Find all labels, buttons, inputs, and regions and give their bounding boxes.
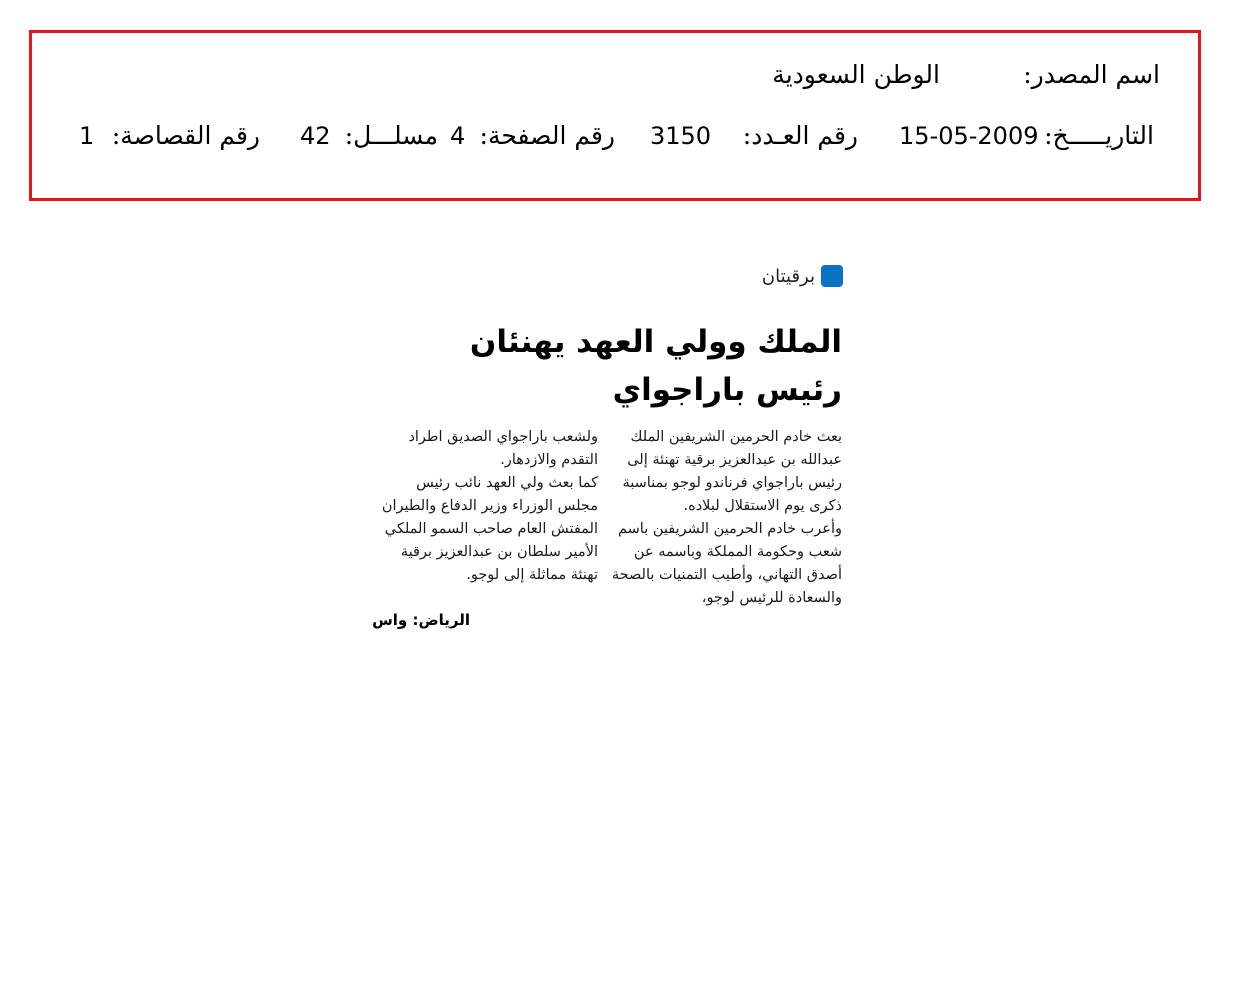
- clip-label: رقم القصاصة:: [111, 121, 260, 150]
- issue-label: رقم العـدد:: [742, 121, 858, 150]
- section-tag: [740, 262, 843, 290]
- article-paragraph: بعث خادم الحرمين الشريفين الملك عبدالله بن عبدالعزيز برقية تهنئة إلى رئيس باراجواي فرناندو لوجو بمناسبة ذكرى يوم الاستقلال لبلاده.: [622, 429, 842, 514]
- section-marker-icon: [821, 265, 843, 287]
- article-byline: الرياض: واس: [372, 611, 470, 629]
- serial-value: 42: [300, 122, 331, 150]
- article-column-left: [380, 426, 598, 587]
- article-headline: الملك وولي العهد يهنئان رئيس باراجواي: [469, 324, 842, 408]
- source-label: اسم المصدر:: [1023, 60, 1160, 89]
- clip-value: 1: [79, 122, 95, 150]
- article-paragraph: كما بعث ولي العهد نائب رئيس مجلس الوزراء وزير الدفاع والطيران المفتش العام صاحب السمو الملكي الأمير سلطان بن عبدالعزيز برقية تهنئة مماثلة إلى لوجو.: [381, 475, 598, 583]
- page-value: 4: [450, 122, 466, 150]
- clipping-metadata-box: [29, 30, 1201, 201]
- section-label: برقيتان: [761, 265, 815, 287]
- article-paragraph: ولشعب باراجواي الصديق اطراد التقدم والازدهار.: [408, 429, 598, 468]
- source-value: الوطن السعودية: [772, 60, 940, 89]
- date-label: التاريـــــخ:: [1044, 121, 1154, 150]
- issue-value: 3150: [650, 122, 712, 150]
- serial-label: مسلـــل:: [344, 121, 438, 150]
- date-value: 15-05-2009: [899, 122, 1039, 150]
- article-paragraph: وأعرب خادم الحرمين الشريفين باسم شعب وحكومة المملكة وباسمه عن أصدق التهاني، وأطيب التمنيات بالصحة والسعادة للرئيس لوجو،: [611, 521, 842, 606]
- article-column-right: [608, 426, 842, 610]
- page-label: رقم الصفحة:: [479, 121, 615, 150]
